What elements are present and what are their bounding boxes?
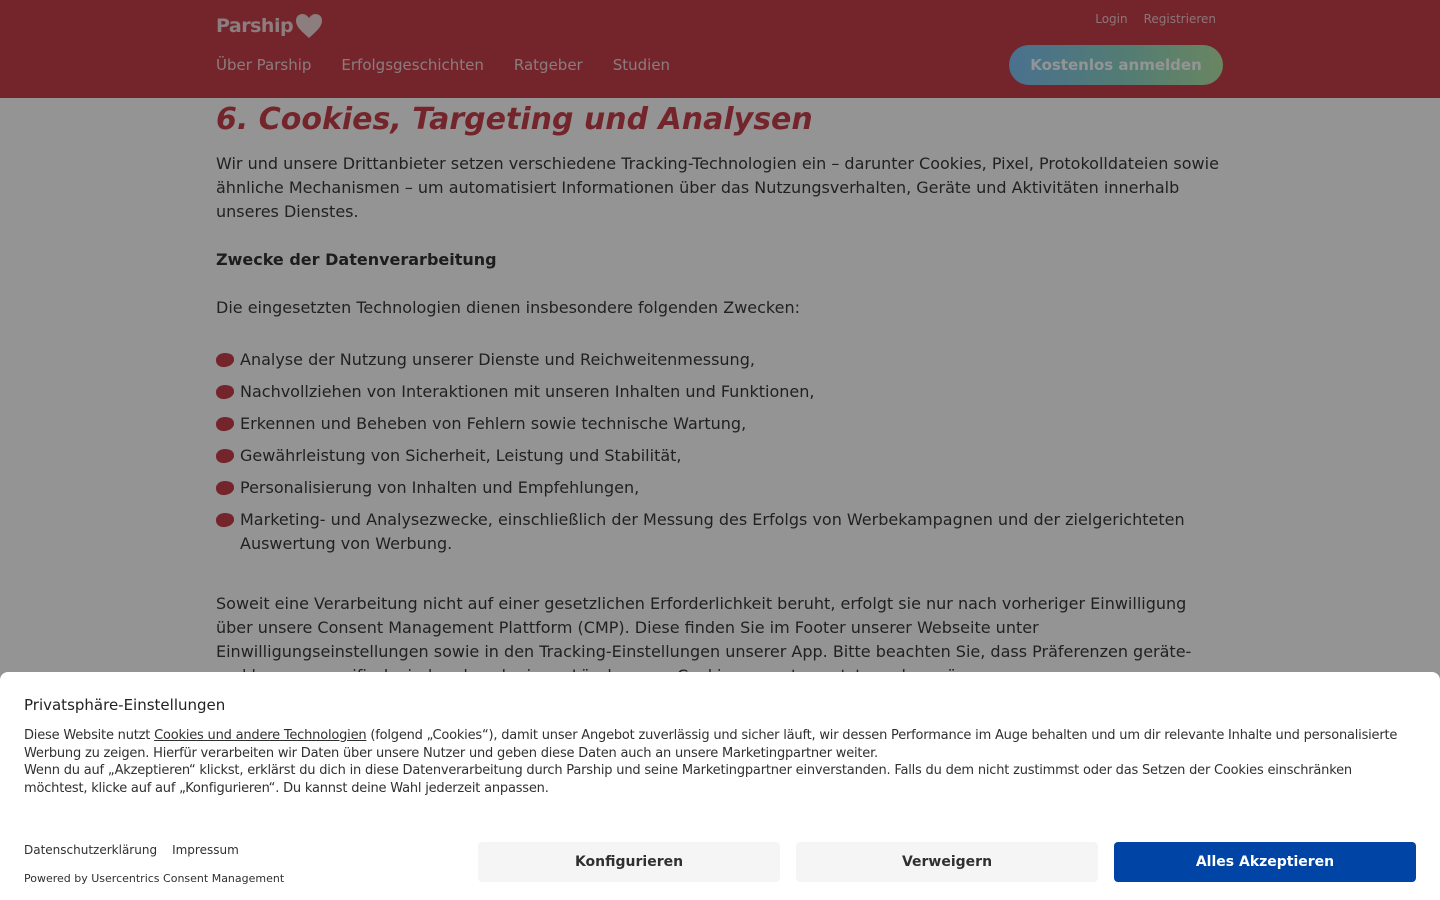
list-item-text: Erkennen und Beheben von Fehlern sowie technische Wartung, [240,414,747,433]
list-item-text: Nachvollziehen von Interaktionen mit unseren Inhalten und Funktionen, [240,382,815,401]
nav-guide[interactable]: Ratgeber [513,56,583,74]
accept-all-button[interactable]: Alles Akzeptieren [1114,842,1416,882]
cookies-technologies-link[interactable]: Cookies und andere Technologien [154,728,367,743]
list-item-text: Marketing- und Analysezwecke, einschließlich der Messung des Erfolgs von Werbekampagnen und der zielgerichteten Auswertung von Werbung. [240,510,1185,553]
purposes-lead: Die eingesetzten Technologien dienen insbesondere folgenden Zwecken: [216,298,800,317]
nav-about[interactable]: Über Parship [216,56,312,74]
list-item-text: Personalisierung von Inhalten und Empfehlungen, [240,478,640,497]
logo-text: Parship [216,15,294,37]
signup-cta-button[interactable]: Kostenlos anmelden [1009,45,1223,85]
banner-text-start: Diese Website nutzt [24,728,155,743]
privacy-policy-link[interactable]: Datenschutzerklärung [24,843,158,857]
nav-studies[interactable]: Studien [612,56,671,74]
intro-paragraph: Wir und unsere Drittanbieter setzen verschiedene Tracking-Technologien ein – darunter Cookies, Pixel, Protokolldateien sowie ähnliche Mechanismen – um automatisiert Informationen über das Nutzungsverhalten, Geräte und Aktivitäten innerhalb unseres Dienstes. [216,154,1219,221]
banner-links [24,843,239,857]
section-title: 6. Cookies, Targeting und Analysen [216,102,813,137]
imprint-link[interactable]: Impressum [172,843,239,857]
consent-banner [0,672,1440,900]
list-item-text: Gewährleistung von Sicherheit, Leistung und Stabilität, [240,446,682,465]
banner-description [24,727,1416,797]
nav-success-stories[interactable]: Erfolgsgeschichten [341,56,484,74]
register-link[interactable]: Registrieren [1143,12,1216,26]
login-link[interactable]: Login [1095,12,1128,26]
list-item-text: Analyse der Nutzung unserer Dienste und Reichweitenmessung, [240,350,755,369]
purposes-heading: Zwecke der Datenverarbeitung [216,250,497,269]
powered-by-text: Powered by Usercentrics Consent Management [24,872,285,885]
banner-title: Privatsphäre-Einstellungen [24,696,226,714]
consent-paragraph: Soweit eine Verarbeitung nicht auf einer gesetzlichen Erforderlichkeit beruht, erfolgt sie nur nach vorheriger Einwilligung über unsere Consent Management Plattform (CMP). Diese finden Sie im Footer unserer Webseite unter Einwilligungseinstellungen sowie in den Tracking-Einstellungen unserer App. Bitte beachten Sie, dass Präferenzen geräte- [216,594,1192,661]
banner-text-second: Wenn du auf „Akzeptieren“ klickst, erklärst du dich in diese Datenverarbeitung durch Parship und seine Marketingpartner einverstanden. Falls du dem nicht zustimmst oder das Setzen der Cookies einschränken möchtest, klicke auf auf „Konfigurieren“. Du kannst deine Wahl jederzeit anpassen. [24,763,1352,796]
configure-button[interactable]: Konfigurieren [478,842,780,882]
banner-text-rest: (folgend „Cookies“), damit unser Angebot zuverlässig und sicher läuft, wir dessen Performance im Auge behalten und um dir relevante Inhalte und personalisierte Werbung zu zeigen. Hierfür verarbeiten wir Daten über unsere Nutzer und geben diese Daten auch an unsere Marketingpartner weiter. [24,728,1398,761]
deny-button[interactable]: Verweigern [796,842,1098,882]
